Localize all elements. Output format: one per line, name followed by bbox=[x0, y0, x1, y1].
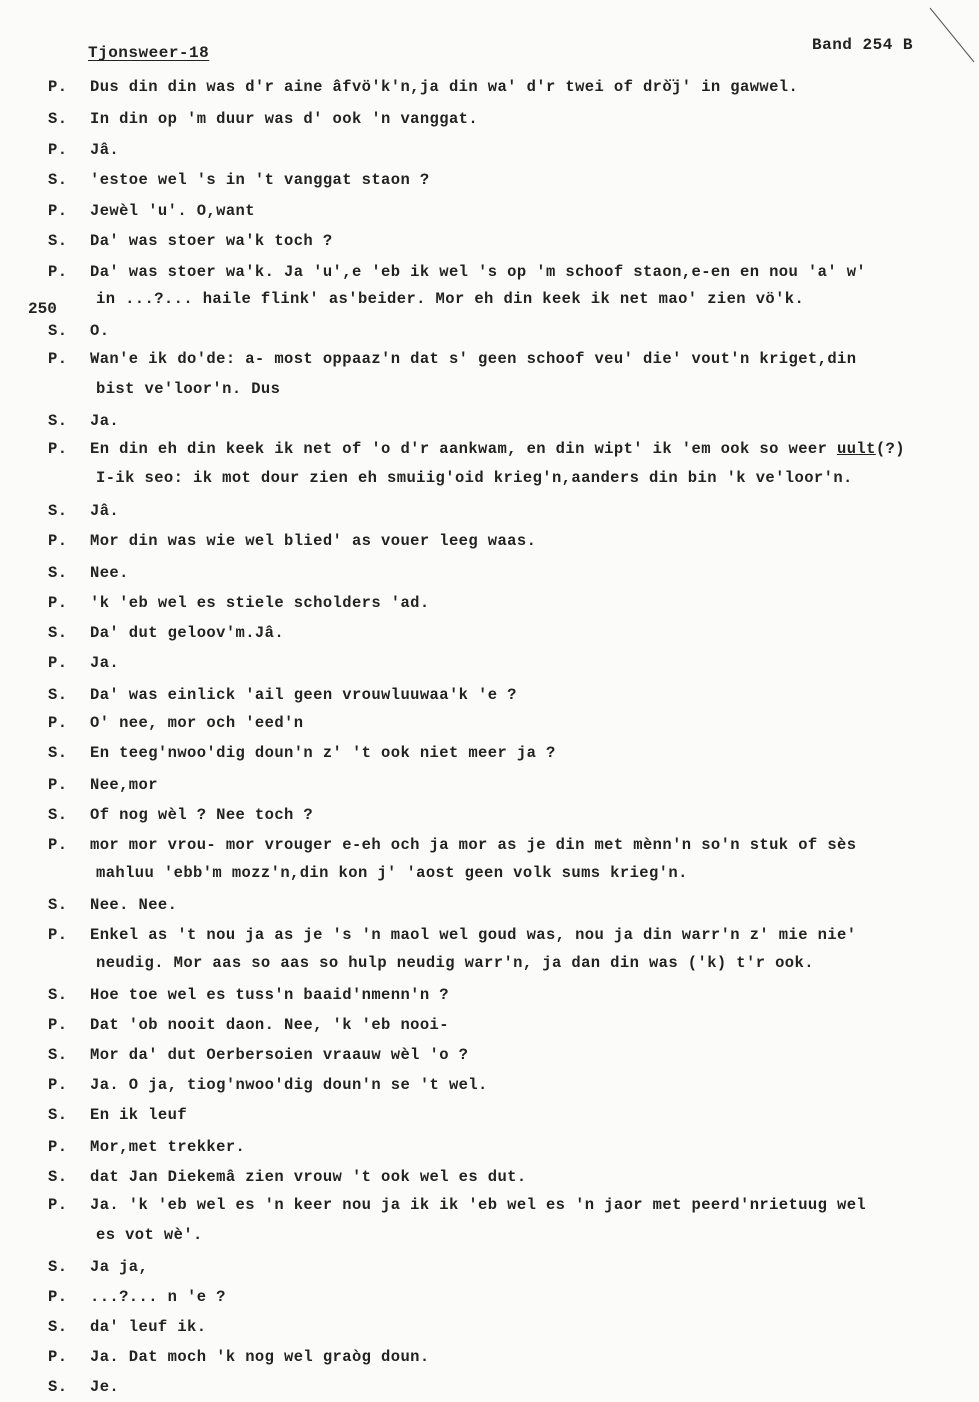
line-text bbox=[90, 316, 109, 346]
document-title: Tjonsweer-18 bbox=[88, 44, 210, 62]
speaker-label: P. bbox=[48, 1016, 68, 1034]
transcript-line bbox=[0, 406, 979, 436]
line-text-main: Mor,met trekker. bbox=[90, 1138, 246, 1156]
speaker-label: S. bbox=[48, 806, 68, 824]
line-text-main: ...?... n 'e ? bbox=[90, 1288, 226, 1306]
line-text bbox=[96, 948, 814, 978]
speaker-label: P. bbox=[48, 776, 68, 794]
line-text-main: Jâ. bbox=[90, 502, 120, 520]
speaker-label: P. bbox=[48, 926, 68, 944]
speaker-label: S. bbox=[48, 624, 68, 642]
transcript-line bbox=[0, 770, 979, 800]
line-text bbox=[90, 708, 303, 738]
line-text-main: es vot wè'. bbox=[96, 1226, 203, 1244]
speaker-label: S. bbox=[48, 1106, 68, 1124]
line-text bbox=[96, 374, 280, 404]
line-text-main: Ja. bbox=[90, 654, 120, 672]
transcript-line bbox=[0, 257, 979, 287]
transcript-line bbox=[0, 1070, 979, 1100]
line-text-main: Ja ja, bbox=[90, 1258, 149, 1276]
transcript-line bbox=[0, 1312, 979, 1342]
line-text bbox=[90, 618, 284, 648]
transcript-line bbox=[0, 1162, 979, 1192]
speaker-label: P. bbox=[48, 1076, 68, 1094]
speaker-label: P. bbox=[48, 263, 68, 281]
line-text bbox=[90, 800, 313, 830]
speaker-label: P. bbox=[48, 350, 68, 368]
line-text bbox=[90, 1252, 148, 1282]
line-text bbox=[90, 257, 866, 287]
transcript-line bbox=[0, 948, 979, 978]
line-text bbox=[90, 344, 856, 374]
speaker-label: S. bbox=[48, 502, 68, 520]
line-text-main: dat Jan Diekemâ zien vrouw 't ook wel es dut. bbox=[90, 1168, 527, 1186]
speaker-label: P. bbox=[48, 1138, 68, 1156]
line-text-main: Nee. bbox=[90, 564, 129, 582]
line-text bbox=[96, 1220, 203, 1250]
transcript-line bbox=[0, 104, 979, 134]
line-text bbox=[90, 1132, 245, 1162]
line-text-main: Da' was stoer wa'k. Ja 'u',e 'eb ik wel 's op 'm schoof staon,e-en en nou 'a' w' bbox=[90, 263, 867, 281]
line-text-main: Hoe toe wel es tuss'n baaid'nmenn'n ? bbox=[90, 986, 449, 1004]
transcript-line bbox=[0, 738, 979, 768]
transcript-line bbox=[0, 434, 979, 464]
speaker-label: P. bbox=[48, 532, 68, 550]
speaker-label: P. bbox=[48, 594, 68, 612]
line-text-main: O' nee, mor och 'eed'n bbox=[90, 714, 304, 732]
line-text-main: da' leuf ik. bbox=[90, 1318, 207, 1336]
band-number: Band 254 B bbox=[812, 36, 914, 54]
transcript-line bbox=[0, 316, 979, 346]
line-text-main: Enkel as 't nou ja as je 's 'n maol wel goud was, nou ja din warr'n z' mie nie' bbox=[90, 926, 857, 944]
transcript-line bbox=[0, 588, 979, 618]
transcript-line bbox=[0, 1220, 979, 1250]
transcript-line bbox=[0, 890, 979, 920]
line-text-main: Ja. O ja, tiog'nwoo'dig doun'n se 't wel. bbox=[90, 1076, 488, 1094]
line-text bbox=[90, 1162, 527, 1192]
line-text bbox=[90, 648, 119, 678]
transcript-line bbox=[0, 344, 979, 374]
transcript-line bbox=[0, 284, 979, 314]
speaker-label: S. bbox=[48, 686, 68, 704]
transcript-line bbox=[0, 135, 979, 165]
underlined-word: uult bbox=[837, 440, 876, 458]
line-text bbox=[90, 1282, 226, 1312]
line-text-main: I-ik seo: ik mot dour zien eh smuiig'oid krieg'n,aanders din bin 'k ve'loor'n. bbox=[96, 469, 853, 487]
transcript-line bbox=[0, 618, 979, 648]
line-text bbox=[90, 104, 478, 134]
line-text bbox=[90, 165, 430, 195]
line-text-main: in ...?... haile flink' as'beider. Mor eh din keek ik net mao' zien vö'k. bbox=[96, 290, 805, 308]
line-text bbox=[90, 558, 129, 588]
line-text-main: mor mor vrou- mor vrouger e-eh och ja mor as je din met mènn'n so'n stuk of sès bbox=[90, 836, 857, 854]
line-text bbox=[90, 738, 556, 768]
speaker-label: P. bbox=[48, 654, 68, 672]
line-text-main: En din eh din keek ik net of 'o d'r aankwam, en din wipt' ik 'em ook so weer bbox=[90, 440, 838, 458]
line-text bbox=[96, 463, 853, 493]
speaker-label: S. bbox=[48, 232, 68, 250]
transcript-line bbox=[0, 374, 979, 404]
line-text bbox=[90, 226, 333, 256]
line-text bbox=[90, 526, 536, 556]
speaker-label: S. bbox=[48, 110, 68, 128]
line-text-main: Ja. bbox=[90, 412, 120, 430]
transcript-line bbox=[0, 680, 979, 710]
line-text-main: Mor da' dut Oerbersoien vraauw wèl 'o ? bbox=[90, 1046, 469, 1064]
speaker-label: S. bbox=[48, 1168, 68, 1186]
transcript-line bbox=[0, 1252, 979, 1282]
speaker-label: S. bbox=[48, 744, 68, 762]
line-text-main: Je. bbox=[90, 1378, 120, 1396]
transcript-line bbox=[0, 1010, 979, 1040]
transcript-line bbox=[0, 920, 979, 950]
line-text-main: En teeg'nwoo'dig doun'n z' 't ook niet meer ja ? bbox=[90, 744, 556, 762]
line-text-main: Da' dut geloov'm.Jâ. bbox=[90, 624, 285, 642]
line-text bbox=[90, 406, 119, 436]
margin-counter: 250 bbox=[28, 300, 57, 318]
line-text bbox=[90, 1040, 468, 1070]
line-text-main: Ja. Dat moch 'k nog wel graòg doun. bbox=[90, 1348, 430, 1366]
transcript-line bbox=[0, 1100, 979, 1130]
line-text bbox=[90, 1190, 866, 1220]
speaker-label: S. bbox=[48, 986, 68, 1004]
line-text bbox=[90, 135, 119, 165]
speaker-label: S. bbox=[48, 564, 68, 582]
line-text bbox=[90, 1100, 187, 1130]
line-text-tail: (?) bbox=[875, 440, 905, 458]
line-text-main: Of nog wèl ? Nee toch ? bbox=[90, 806, 314, 824]
line-text bbox=[90, 496, 119, 526]
corner-mark bbox=[928, 6, 976, 66]
transcript-line bbox=[0, 1190, 979, 1220]
line-text-main: Jewèl 'u'. O,want bbox=[90, 202, 255, 220]
line-text bbox=[90, 196, 255, 226]
line-text-main: bist ve'loor'n. Dus bbox=[96, 380, 281, 398]
transcript-line bbox=[0, 558, 979, 588]
line-text-main: O. bbox=[90, 322, 110, 340]
line-text-main: Ja. 'k 'eb wel es 'n keer nou ja ik ik 'eb wel es 'n jaor met peerd'nrietuug wel bbox=[90, 1196, 867, 1214]
line-text bbox=[90, 1070, 488, 1100]
line-text bbox=[90, 980, 449, 1010]
line-text-main: neudig. Mor aas so aas so hulp neudig warr'n, ja dan din was ('k) t'r ook. bbox=[96, 954, 814, 972]
speaker-label: P. bbox=[48, 202, 68, 220]
line-text-main: Da' was stoer wa'k toch ? bbox=[90, 232, 333, 250]
transcript-line bbox=[0, 980, 979, 1010]
line-text bbox=[90, 1010, 449, 1040]
transcript-line bbox=[0, 72, 979, 102]
line-text bbox=[90, 434, 905, 464]
line-text-main: Wan'e ik do'de: a- most oppaaz'n dat s' geen schoof veu' die' vout'n kriget,din bbox=[90, 350, 857, 368]
line-text bbox=[90, 890, 177, 920]
line-text-main: Nee,mor bbox=[90, 776, 158, 794]
transcript-line bbox=[0, 1282, 979, 1312]
line-text bbox=[96, 284, 804, 314]
line-text-main: Da' was einlick 'ail geen vrouwluuwaa'k 'e ? bbox=[90, 686, 517, 704]
transcript-line bbox=[0, 165, 979, 195]
line-text-main: Jâ. bbox=[90, 141, 120, 159]
speaker-label: S. bbox=[48, 412, 68, 430]
speaker-label: S. bbox=[48, 896, 68, 914]
transcript-line bbox=[0, 196, 979, 226]
line-text bbox=[90, 770, 158, 800]
transcript-line bbox=[0, 1040, 979, 1070]
line-text-main: Dus din din was d'r aine âfvö'k'n,ja din wa' d'r twei of drò̈j' in gawwel. bbox=[90, 78, 799, 96]
transcript-line bbox=[0, 226, 979, 256]
line-text bbox=[90, 1372, 119, 1402]
speaker-label: S. bbox=[48, 322, 68, 340]
line-text bbox=[96, 858, 688, 888]
transcript-line bbox=[0, 800, 979, 830]
transcript-line bbox=[0, 463, 979, 493]
speaker-label: S. bbox=[48, 1318, 68, 1336]
line-text-main: Nee. Nee. bbox=[90, 896, 178, 914]
speaker-label: P. bbox=[48, 714, 68, 732]
transcript-line bbox=[0, 1132, 979, 1162]
speaker-label: S. bbox=[48, 1378, 68, 1396]
speaker-label: P. bbox=[48, 141, 68, 159]
transcript-line bbox=[0, 1342, 979, 1372]
speaker-label: S. bbox=[48, 1258, 68, 1276]
speaker-label: P. bbox=[48, 1196, 68, 1214]
line-text bbox=[90, 1342, 430, 1372]
transcript-line bbox=[0, 858, 979, 888]
speaker-label: S. bbox=[48, 171, 68, 189]
speaker-label: P. bbox=[48, 1288, 68, 1306]
line-text bbox=[90, 830, 856, 860]
line-text-main: En ik leuf bbox=[90, 1106, 188, 1124]
line-text-main: 'estoe wel 's in 't vanggat staon ? bbox=[90, 171, 430, 189]
speaker-label: S. bbox=[48, 1046, 68, 1064]
line-text-main: In din op 'm duur was d' ook 'n vanggat. bbox=[90, 110, 479, 128]
line-text bbox=[90, 1312, 206, 1342]
transcript-line bbox=[0, 708, 979, 738]
transcript-line bbox=[0, 830, 979, 860]
line-text-main: Mor din was wie wel blied' as vouer leeg waas. bbox=[90, 532, 537, 550]
line-text bbox=[90, 72, 798, 102]
line-text-main: Dat 'ob nooit daon. Nee, 'k 'eb nooi- bbox=[90, 1016, 449, 1034]
line-text bbox=[90, 588, 430, 618]
line-text-main: 'k 'eb wel es stiele scholders 'ad. bbox=[90, 594, 430, 612]
line-text bbox=[90, 920, 856, 950]
speaker-label: P. bbox=[48, 1348, 68, 1366]
line-text-main: mahluu 'ebb'm mozz'n,din kon j' 'aost geen volk sums krieg'n. bbox=[96, 864, 688, 882]
transcript-line bbox=[0, 496, 979, 526]
transcript-line bbox=[0, 526, 979, 556]
transcript-line bbox=[0, 648, 979, 678]
line-text bbox=[90, 680, 517, 710]
speaker-label: P. bbox=[48, 836, 68, 854]
speaker-label: P. bbox=[48, 78, 68, 96]
transcript-line bbox=[0, 1372, 979, 1402]
speaker-label: P. bbox=[48, 440, 68, 458]
